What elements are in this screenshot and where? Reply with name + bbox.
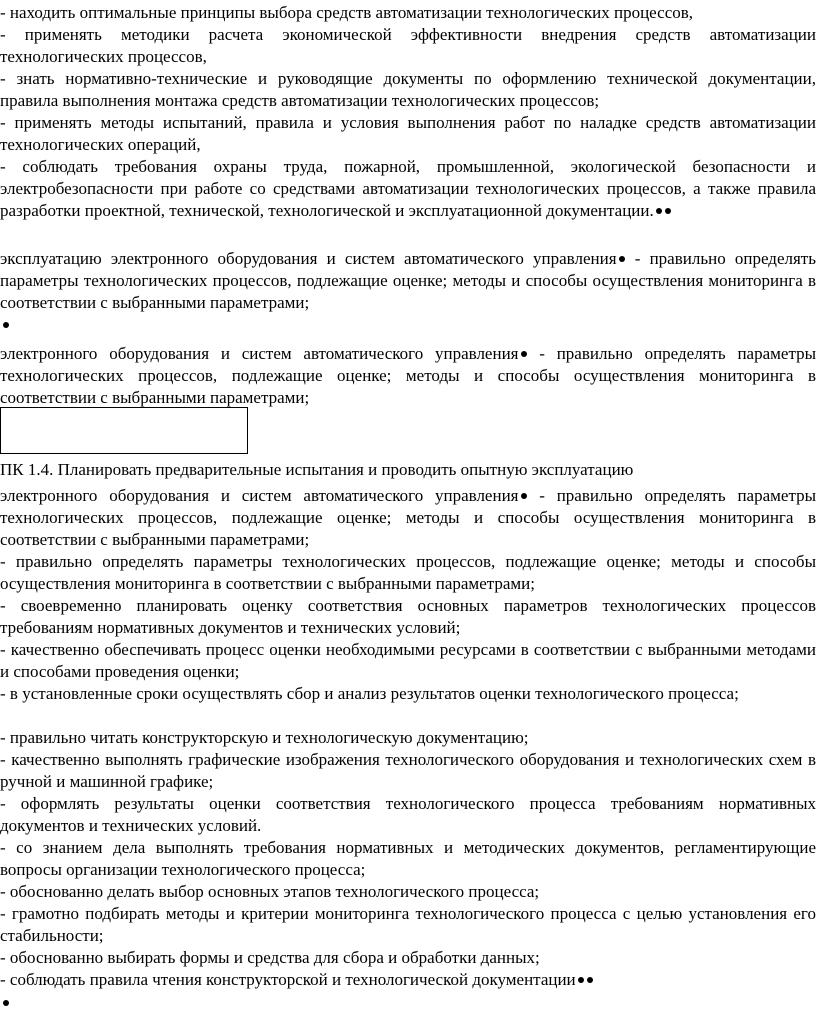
- bullet-dot-icon: [587, 977, 593, 983]
- bullet-dot-icon: [665, 208, 671, 214]
- list-item-text: - соблюдать требования охраны труда, пожарной, промышленной, экологической безопасности и электробезопасности при работе со средствами автоматизации технологических процессов, а также правила разработки проектной, технической, технологической и эксплуатационной документации.: [0, 157, 816, 220]
- list-item: [0, 24, 816, 68]
- bullet-dot-icon: [3, 1000, 9, 1006]
- list-item-text: - знать нормативно-технические и руководящие документы по оформлению технической документации, правила выполнения монтажа средств автоматизации технологических процессов;: [0, 69, 816, 110]
- paragraph: [0, 485, 816, 551]
- list-item-text: - правильно определять параметры технологических процессов, подлежащие оценке; методы и способы осуществления мониторинга в соответствии с выбранными параметрами;: [0, 552, 816, 593]
- list-item-text: - применять методики расчета экономической эффективности внедрения средств автоматизации технологических процессов,: [0, 25, 816, 66]
- list-item-text: - оформлять результаты оценки соответствия технологического процесса требованиям нормативных документов и технических условий.: [0, 794, 816, 835]
- list-item: [0, 2, 816, 24]
- list-item: [0, 749, 816, 793]
- paragraph-text: электронного оборудования и систем автоматического управления: [0, 344, 519, 363]
- list-item-text: - своевременно планировать оценку соответствия основных параметров технологических процессов требованиям нормативных документов и технических условий;: [0, 596, 816, 637]
- list-item: [0, 947, 816, 969]
- list-item-text: - правильно читать конструкторскую и технологическую документацию;: [0, 728, 529, 747]
- list-item: [0, 595, 816, 639]
- list-item-text: - качественно выполнять графические изображения технологического оборудования и технологических схем в ручной и машинной графике;: [0, 750, 816, 791]
- bullet-dot-icon: [578, 977, 584, 983]
- bullet-dot-icon: [619, 256, 625, 262]
- list-item-text: - применять методы испытаний, правила и условия выполнения работ по наладке средств автоматизации технологических операций,: [0, 113, 816, 154]
- list-item: [0, 903, 816, 947]
- list-item-text: - обоснованно делать выбор основных этапов технологического процесса;: [0, 882, 540, 901]
- list-item: [0, 639, 816, 683]
- list-item: [0, 112, 816, 156]
- list-item-text: - находить оптимальные принципы выбора средств автоматизации технологических процессов,: [0, 3, 694, 22]
- list-item: [0, 969, 816, 991]
- list-item: [0, 68, 816, 112]
- list-item-text: - качественно обеспечивать процесс оценки необходимыми ресурсами в соответствии с выбранными методами и способами проведения оценки;: [0, 640, 816, 681]
- bullet-dot-icon: [521, 493, 527, 499]
- list-item: [0, 793, 816, 837]
- bullet-dot-icon: [521, 351, 527, 357]
- list-item-text: - в установленные сроки осуществлять сбор и анализ результатов оценки технологического процесса;: [0, 684, 739, 703]
- paragraph-text: - правильно определять параметры технологических процессов, подлежащие оценке; методы и способы осуществления мониторинга в соответствии с выбранными параметрами;: [0, 344, 816, 407]
- section-heading: [0, 459, 816, 481]
- bullet-dot-icon: [656, 208, 662, 214]
- paragraph-text: эксплуатацию электронного оборудования и систем автоматического управления: [0, 249, 617, 268]
- empty-frame: [0, 407, 248, 454]
- paragraph-text: - правильно определять параметры технологических процессов, подлежащие оценке; методы и способы осуществления мониторинга в соответствии с выбранными параметрами;: [0, 486, 816, 549]
- list-item-text: - обоснованно выбирать формы и средства для сбора и обработки данных;: [0, 948, 540, 967]
- list-item-text: - со знанием дела выполнять требования нормативных и методических документов, регламентирующие вопросы организации технологического процесса;: [0, 838, 816, 879]
- list-item: [0, 683, 816, 705]
- paragraph: [0, 248, 816, 314]
- list-item: [0, 156, 816, 222]
- paragraph: [0, 343, 816, 409]
- list-item: [0, 881, 816, 903]
- paragraph-text: - правильно определять параметры технологических процессов, подлежащие оценке; методы и способы осуществления мониторинга в соответствии с выбранными параметрами;: [0, 249, 816, 312]
- list-item: [0, 727, 816, 749]
- heading-text: ПК 1.4. Планировать предварительные испытания и проводить опытную эксплуатацию: [0, 460, 634, 479]
- list-item-text: - грамотно подбирать методы и критерии мониторинга технологического процесса с целью установления его стабильности;: [0, 904, 816, 945]
- paragraph-text: электронного оборудования и систем автоматического управления: [0, 486, 519, 505]
- list-item: [0, 551, 816, 595]
- list-item: [0, 837, 816, 881]
- list-item-text: - соблюдать правила чтения конструкторской и технологической документации: [0, 970, 576, 989]
- bullet-dot-icon: [3, 322, 9, 328]
